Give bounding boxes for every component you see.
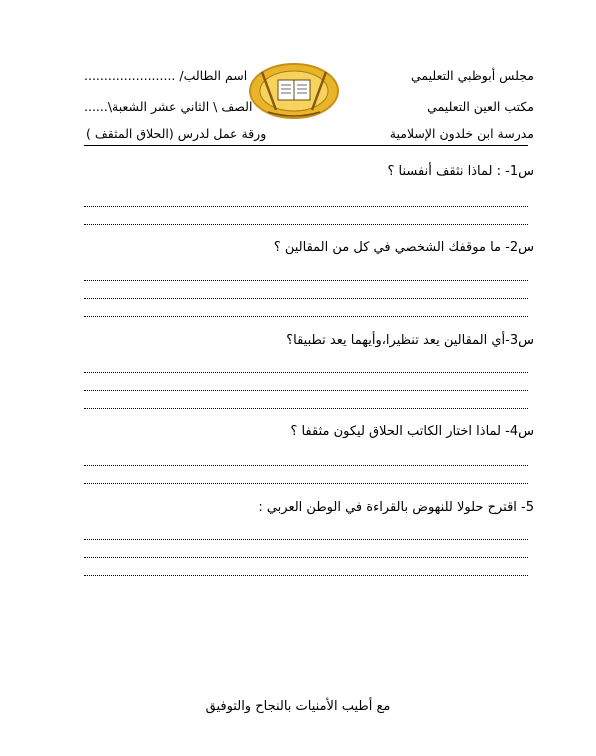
student-name-field[interactable]: اسم الطالب/ .......................	[84, 68, 248, 83]
answer-line[interactable]	[84, 196, 528, 207]
school-name: مدرسة ابن خلدون الإسلامية	[389, 126, 534, 141]
council-name: مجلس أبوظبي التعليمي	[411, 68, 534, 83]
worksheet-title: ورقة عمل لدرس (الحلاق المثقف )	[86, 126, 267, 141]
question-3: س3-أي المقالين يعد تنظيرا،وأيهما يعد تطبيقا؟	[286, 333, 534, 348]
header-divider	[84, 145, 528, 146]
question-5: 5- اقترح حلولا للنهوض بالقراءة في الوطن العربي :	[258, 500, 534, 515]
question-2: س2- ما موقفك الشخصي في كل من المقالين ؟	[273, 240, 534, 255]
answer-line[interactable]	[84, 398, 528, 409]
question-4: س4- لماذا اختار الكاتب الحلاق ليكون مثقفا ؟	[290, 424, 534, 439]
answer-line[interactable]	[84, 288, 528, 299]
answer-line[interactable]	[84, 380, 528, 391]
answer-line[interactable]	[84, 473, 528, 484]
answer-line[interactable]	[84, 565, 528, 576]
question-1: س1- : لماذا نثقف أنفسنا ؟	[387, 164, 534, 179]
answer-line[interactable]	[84, 306, 528, 317]
answer-line[interactable]	[84, 214, 528, 225]
class-field[interactable]: الصف \ الثاني عشر الشعبة\......	[84, 99, 253, 114]
footer-wishes: مع أطيب الأمنيات بالنجاح والتوفيق	[205, 699, 391, 714]
answer-line[interactable]	[84, 270, 528, 281]
school-emblem-icon	[248, 62, 340, 122]
answer-line[interactable]	[84, 362, 528, 373]
answer-line[interactable]	[84, 547, 528, 558]
answer-line[interactable]	[84, 455, 528, 466]
answer-line[interactable]	[84, 529, 528, 540]
office-name: مكتب العين التعليمي	[427, 99, 534, 114]
